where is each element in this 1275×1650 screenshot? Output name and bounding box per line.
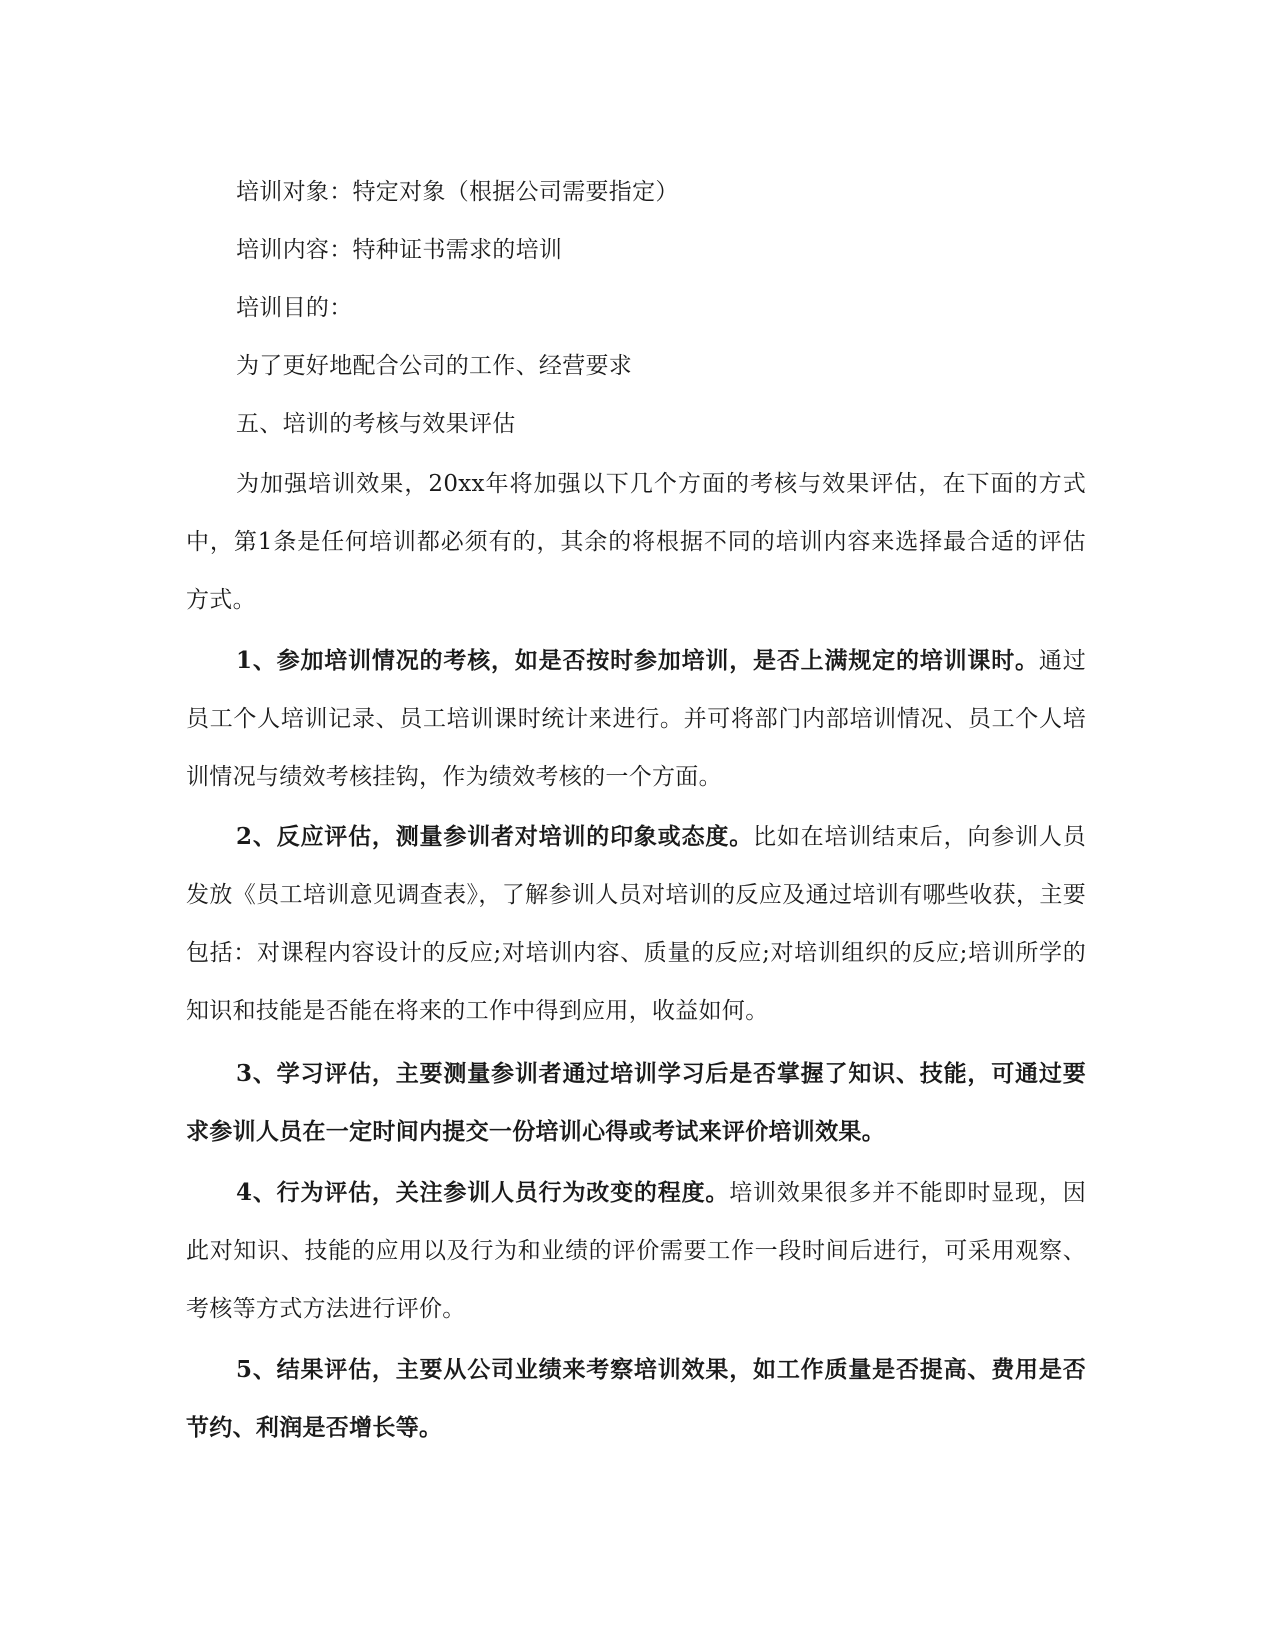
item-body-text: 通过员工个人培训记录、员工培训课时统计来进行。并可将部门内部培训情况、员工个人培训情况与绩效考核挂钩，作为绩效考核的一个方面。 [186, 648, 1086, 790]
list-item [186, 1045, 1086, 1161]
training-target-line: 培训对象：特定对象（根据公司需要指定） [236, 179, 679, 205]
item-bold-heading: 2、反应评估，测量参训者对培训的印象或态度。 [236, 823, 754, 850]
item-bold-heading: 5、结果评估，主要从公司业绩来考察培训效果，如工作质量是否提高、费用是否节约、利润是否增长等。 [186, 1356, 1086, 1441]
list-item [186, 632, 1086, 806]
training-purpose-label: 培训目的： [236, 295, 353, 321]
item-body-text: 比如在培训结束后，向参训人员发放《员工培训意见调查表》，了解参训人员对培训的反应及通过培训有哪些收获，主要包括：对课程内容设计的反应;对培训内容、质量的反应;对培训组织的反应;培训所学的知识和技能是否能在将来的工作中得到应用，收益如何。 [186, 824, 1087, 1024]
section-heading: 五、培训的考核与效果评估 [236, 411, 516, 437]
training-purpose-line: 为了更好地配合公司的工作、经营要求 [236, 353, 633, 379]
item-bold-heading: 3、学习评估，主要测量参训者通过培训学习后是否掌握了知识、技能，可通过要求参训人员在一定时间内提交一份培训心得或考试来评价培训效果。 [186, 1060, 1086, 1145]
item-bold-heading: 1、参加培训情况的考核，如是否按时参加培训，是否上满规定的培训课时。 [236, 647, 1039, 674]
list-item [186, 1341, 1086, 1457]
intro-paragraph: 为加强培训效果，20xx年将加强以下几个方面的考核与效果评估，在下面的方式中，第1条是任何培训都必须有的，其余的将根据不同的培训内容来选择最合适的评估方式。 [186, 471, 1086, 613]
list-item [186, 1164, 1086, 1338]
item-body-text: 培训效果很多并不能即时显现，因此对知识、技能的应用以及行为和业绩的评价需要工作一段时间后进行，可采用观察、考核等方式方法进行评价。 [186, 1180, 1086, 1322]
list-item [186, 808, 1086, 1040]
training-content-line: 培训内容：特种证书需求的培训 [236, 237, 563, 263]
item-bold-heading: 4、行为评估，关注参训人员行为改变的程度。 [236, 1179, 730, 1206]
